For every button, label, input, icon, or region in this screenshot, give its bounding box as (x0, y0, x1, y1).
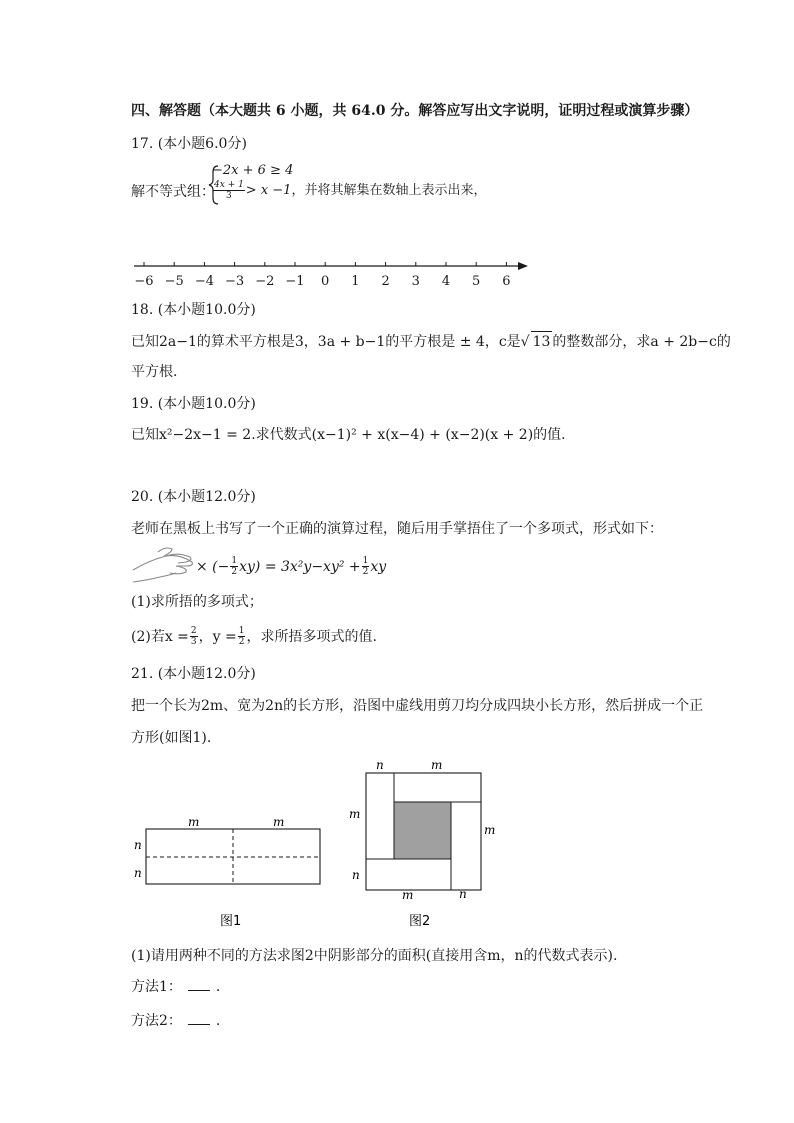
number-line-tick-label: 6 (502, 274, 511, 289)
fig2-left-m: m (349, 807, 361, 821)
number-line-tick-label: −1 (285, 274, 305, 289)
q20-half-num-2: 1 (362, 556, 369, 566)
q20-half-den-1: 2 (231, 567, 238, 577)
q17-frac-num: 4x + 1 (214, 180, 244, 190)
q18-line2: 平方根. (131, 364, 178, 380)
number-line-tick-label: 0 (321, 274, 330, 289)
q21-method2-period: . (215, 1013, 221, 1029)
q18-line1-a: 已知2a−1的算术平方根是3，3a + b−1的平方根是 ± 4，c是 (131, 334, 521, 350)
q20-part2-b: ，y = (198, 628, 237, 645)
shaded-square (394, 802, 451, 859)
number-line-tick-label: −3 (225, 274, 245, 289)
number-line-tick-label: 5 (472, 274, 481, 289)
q17-prefix: 解不等式组： (131, 184, 215, 200)
number-line-tick-label: −2 (255, 274, 275, 289)
q20-part1: (1)求所捂的多项式； (131, 594, 263, 610)
number-line-tick-label: 4 (441, 274, 451, 289)
q17-frac-den: 3 (226, 191, 232, 201)
number-line-tick-label: −4 (194, 274, 214, 289)
q21-method2-blank[interactable] (188, 1011, 210, 1025)
fig1-n1: n (134, 838, 142, 852)
q18-line1: 已知2a−1的算术平方根是3，3a + b−1的平方根是 ± 4，c是√ 13 的整数部分，求a + 2b−c的 (131, 331, 731, 352)
q20-intro: 老师在黑板上书写了一个正确的演算过程，随后用手掌捂住了一个多项式，形式如下： (131, 521, 663, 537)
q20-half-num-1: 1 (231, 556, 238, 566)
fig1-m1: m (188, 815, 200, 829)
q20-y-den: 2 (238, 637, 245, 647)
q19-text: 已知x²−2x−1 = 2.求代数式(x−1)² + x(x−4) + (x−2)(x + 2)的值. (131, 427, 566, 443)
number-line-tick-label: 3 (411, 274, 420, 289)
q20-x-num: 2 (190, 626, 197, 636)
q17-suffix: ，并将其解集在数轴上表示出来， (291, 182, 487, 198)
q21-method2-label: 方法2： (131, 1013, 182, 1029)
q17-ineq1: −2x + 6 ≥ 4 (212, 163, 294, 178)
q18-header: 18. (本小题10.0分) (131, 302, 256, 318)
q20-y-num: 1 (238, 626, 245, 636)
q20-x-den: 3 (190, 637, 197, 647)
q21-part1: (1)请用两种不同的方法求图2中阴影部分的面积(直接用含m，n的代数式表示). (131, 948, 618, 964)
fig1-n2: n (134, 866, 142, 880)
fig2-caption: 图2 (409, 914, 431, 929)
q17-ineq2: > x −1 (245, 182, 292, 198)
q20-part2-a: (2)若x = (131, 628, 189, 645)
q21-method1 (131, 977, 220, 997)
q21-method2 (131, 1011, 220, 1031)
q21-method1-label: 方法1： (131, 979, 182, 995)
number-line-tick-label: 2 (381, 274, 390, 289)
q21-line1: 把一个长为2m、宽为2n的长方形，沿图中虚线用剪刀均分成四块小长方形，然后拼成一个正 (131, 698, 704, 714)
q20-half-den-2: 2 (362, 567, 369, 577)
fig2-bottom-m: m (402, 888, 414, 902)
q18-sqrt: 13 (531, 331, 553, 352)
q21-line2: 方形(如图1). (131, 730, 212, 746)
q20-eq-left: × (− (196, 558, 230, 575)
q20-part2-c: ，求所捂多项式的值. (246, 628, 377, 645)
number-line-tick-label: −6 (134, 274, 154, 289)
q20-header: 20. (本小题12.0分) (131, 489, 256, 505)
q21-method1-blank[interactable] (188, 977, 210, 991)
q20-eq-right: xy (370, 558, 387, 575)
section-heading: 四、解答题（本大题共 6 小题，共 64.0 分。解答应写出文字说明，证明过程或演算步骤） (131, 103, 699, 119)
fig2-top-n: n (376, 758, 384, 772)
fig2-bottom-n-left: n (352, 868, 360, 882)
q21-header: 21. (本小题12.0分) (131, 666, 256, 682)
fig2-top-m: m (431, 758, 443, 772)
fig2-bottom-n-right: n (459, 887, 467, 901)
fig1-caption: 图1 (220, 914, 242, 929)
number-line-tick-label: −5 (164, 274, 184, 289)
number-line-tick-label: 1 (351, 274, 360, 289)
q18-line1-b: 的整数部分，求a + 2b−c的 (552, 334, 731, 350)
q21-method1-period: . (215, 979, 221, 995)
fig2-right-m: m (484, 823, 496, 837)
fig1-m2: m (273, 815, 285, 829)
q17-header: 17. (本小题6.0分) (131, 136, 247, 152)
q19-header: 19. (本小题10.0分) (131, 396, 256, 412)
q20-eq-mid: xy) = 3x²y−xy² + (239, 558, 361, 575)
